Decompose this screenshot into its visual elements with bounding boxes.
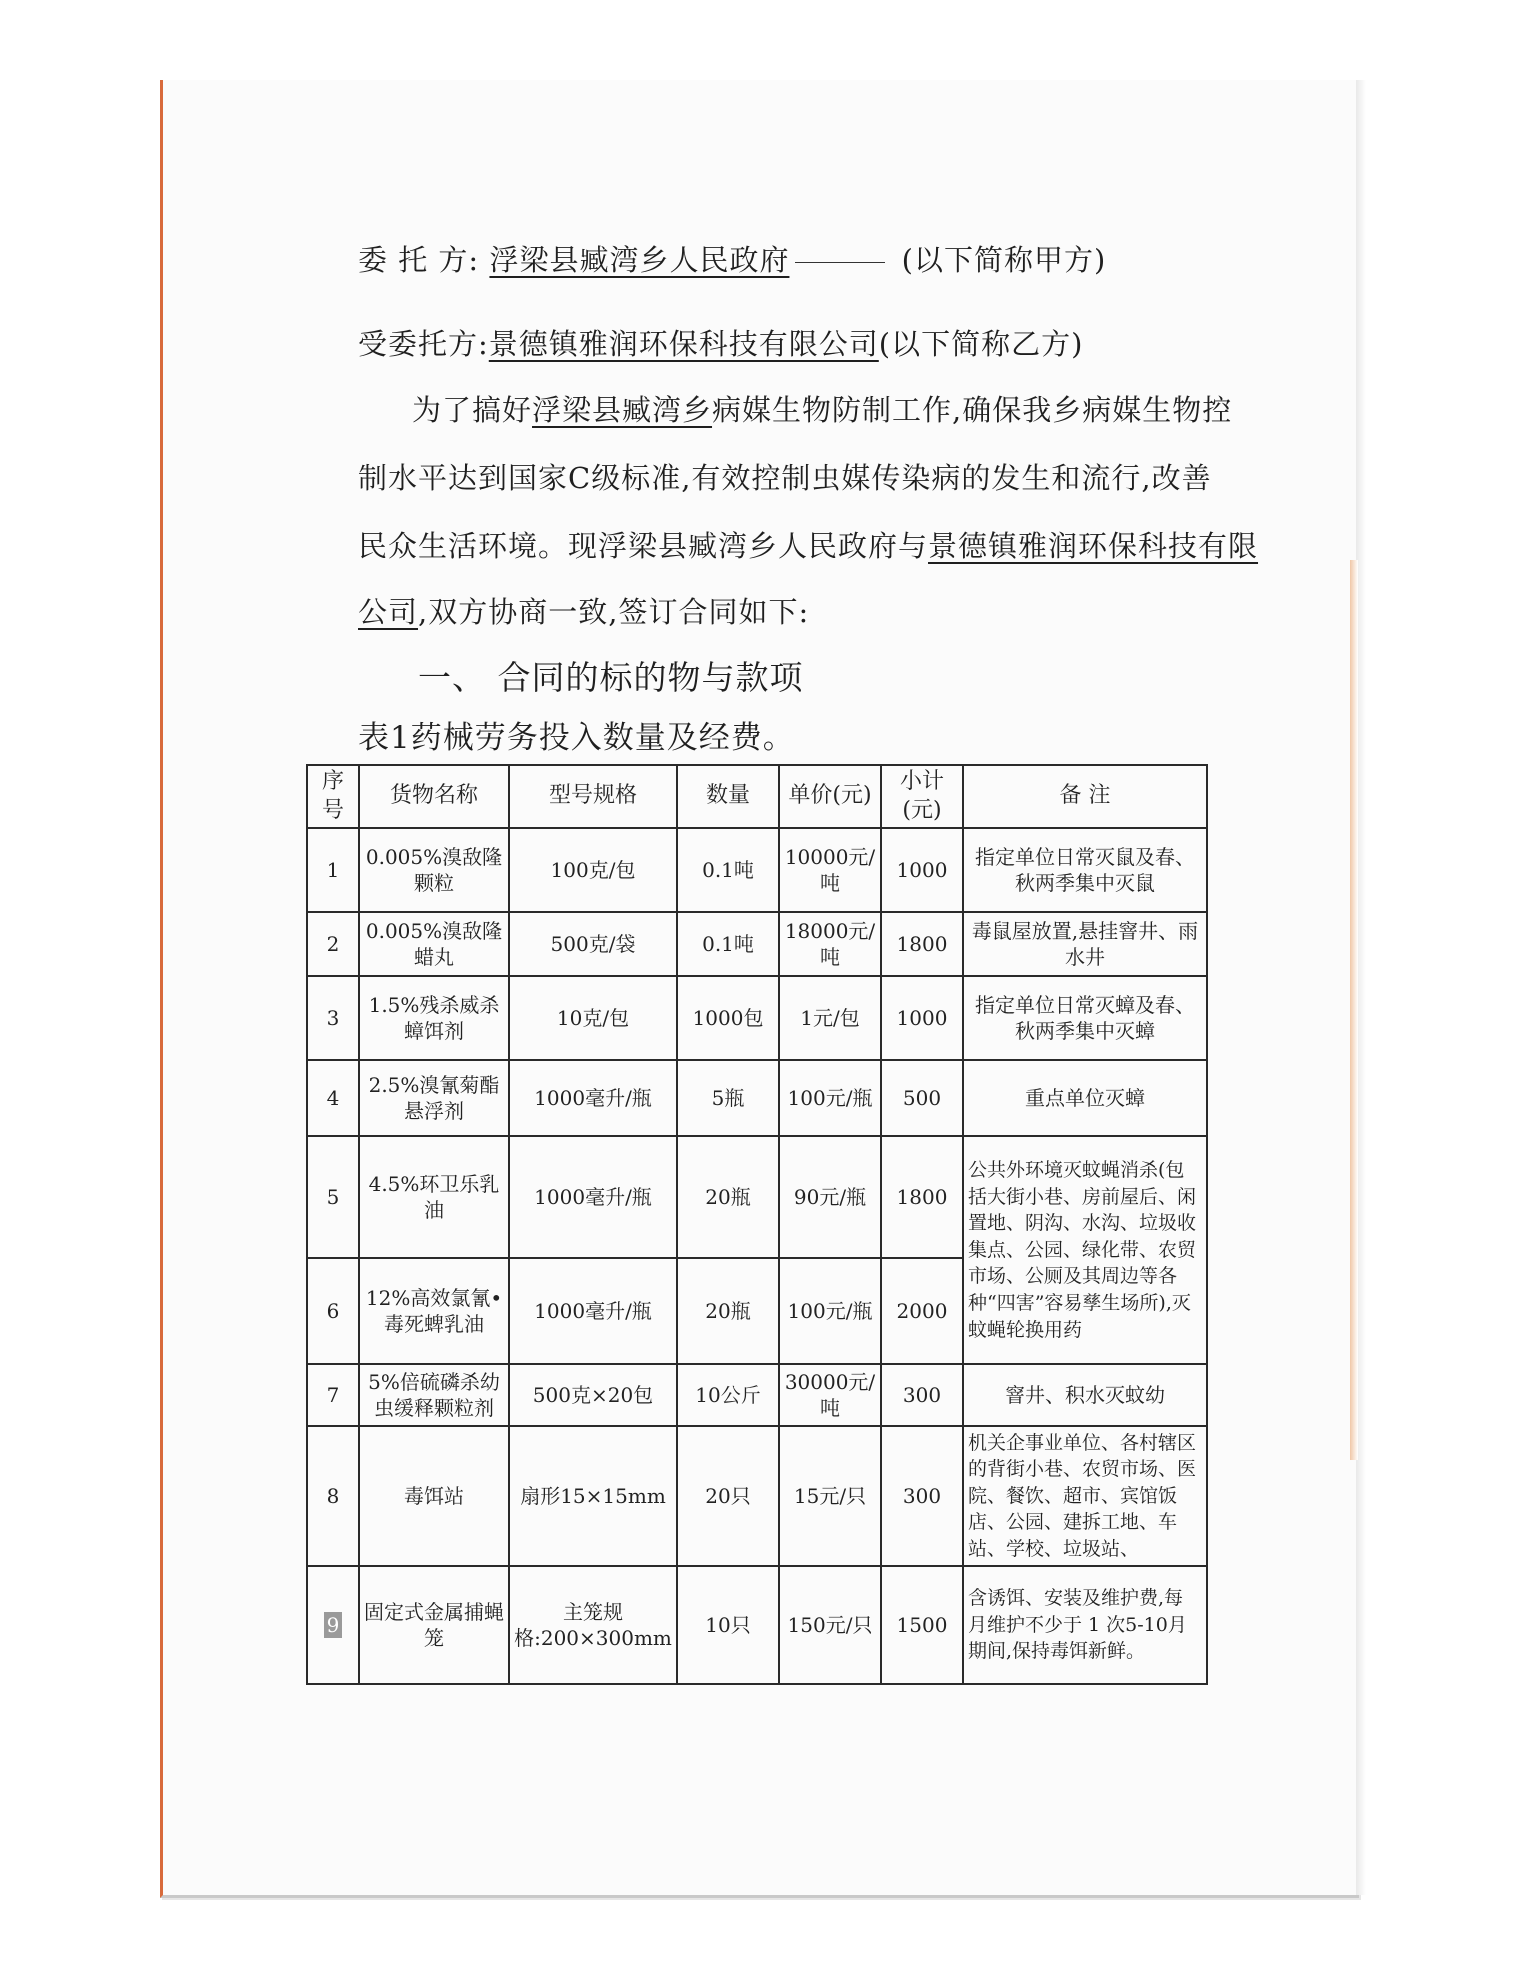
- intro-underlined: 公司: [358, 595, 419, 629]
- cell-qty: 20瓶: [677, 1136, 779, 1258]
- table-row: [307, 1364, 1207, 1426]
- cell-spec: 1000毫升/瓶: [509, 1258, 677, 1364]
- cell-seq: 3: [307, 976, 359, 1060]
- cell-note: 含诱饵、安装及维护费,每月维护不少于 1 次5-10月期间,保持毒饵新鲜。: [963, 1566, 1207, 1684]
- header-note: 备 注: [963, 765, 1207, 828]
- cell-price: 1元/包: [779, 976, 881, 1060]
- cell-price: 10000元/吨: [779, 828, 881, 912]
- cell-qty: 10只: [677, 1566, 779, 1684]
- intro-underlined: 景德镇雅润环保科技有限: [928, 529, 1259, 563]
- cell-spec: 1000毫升/瓶: [509, 1060, 677, 1136]
- cell-seq: [307, 1566, 359, 1684]
- cell-spec: 1000毫升/瓶: [509, 1136, 677, 1258]
- client-blank: [795, 261, 885, 263]
- table-header-row: [307, 765, 1207, 828]
- cell-note: 毒鼠屋放置,悬挂窨井、雨水井: [963, 912, 1207, 976]
- intro-text: ,双方协商一致,签订合同如下:: [418, 595, 810, 629]
- cell-spec: 扇形15×15mm: [509, 1426, 677, 1566]
- cell-price: 30000元/吨: [779, 1364, 881, 1426]
- cell-spec: 10克/包: [509, 976, 677, 1060]
- header-subtotal: 小计(元): [881, 765, 963, 828]
- cell-subtotal: 1800: [881, 912, 963, 976]
- cell-note: 指定单位日常灭鼠及春、秋两季集中灭鼠: [963, 828, 1207, 912]
- cell-price: 15元/只: [779, 1426, 881, 1566]
- cell-price: 100元/瓶: [779, 1258, 881, 1364]
- header-spec: 型号规格: [509, 765, 677, 828]
- cell-name: 1.5%残杀威杀蟑饵剂: [359, 976, 509, 1060]
- table-caption: 表1药械劳务投入数量及经费。: [358, 720, 795, 756]
- cell-subtotal: 1800: [881, 1136, 963, 1258]
- cell-subtotal: 1000: [881, 828, 963, 912]
- intro-text: 病媒生物防制工作,确保我乡病媒生物控: [712, 393, 1233, 427]
- cell-name: 12%高效氯氰•毒死蜱乳油: [359, 1258, 509, 1364]
- table-row: [307, 912, 1207, 976]
- cell-subtotal: 300: [881, 1426, 963, 1566]
- client-name: 浮梁县臧湾乡人民政府: [489, 243, 790, 277]
- cell-subtotal: 300: [881, 1364, 963, 1426]
- table-row: [307, 1566, 1207, 1684]
- cell-price: 150元/只: [779, 1566, 881, 1684]
- cell-qty: 5瓶: [677, 1060, 779, 1136]
- cell-name: 4.5%环卫乐乳油: [359, 1136, 509, 1258]
- cell-seq: 6: [307, 1258, 359, 1364]
- section-heading: 一、 合同的标的物与款项: [418, 658, 804, 697]
- table-row: [307, 828, 1207, 912]
- table-row: [307, 976, 1207, 1060]
- header-qty: 数量: [677, 765, 779, 828]
- client-label: 委 托 方:: [358, 243, 480, 277]
- cell-spec: 100克/包: [509, 828, 677, 912]
- intro-underlined: 浮梁县臧湾乡: [532, 393, 713, 427]
- cell-price: 18000元/吨: [779, 912, 881, 976]
- intro-line-2: [358, 456, 1212, 497]
- cell-name: 5%倍硫磷杀幼虫缓释颗粒剂: [359, 1364, 509, 1426]
- cell-note: 重点单位灭蟑: [963, 1060, 1207, 1136]
- seq-highlight: 9: [324, 1612, 343, 1638]
- header-name: 货物名称: [359, 765, 509, 828]
- table-row: [307, 1136, 1207, 1258]
- intro-text: 制水平达到国家C级标准,有效控制虫媒传染病的发生和流行,改善: [358, 461, 1212, 495]
- cell-seq: 4: [307, 1060, 359, 1136]
- cell-qty: 20只: [677, 1426, 779, 1566]
- cell-spec: 主笼规格:200×300mm: [509, 1566, 677, 1684]
- cell-subtotal: 1500: [881, 1566, 963, 1684]
- cell-qty: 1000包: [677, 976, 779, 1060]
- cell-name: 0.005%溴敌隆颗粒: [359, 828, 509, 912]
- contractor-name: 景德镇雅润环保科技有限公司: [488, 327, 879, 361]
- cell-price: 100元/瓶: [779, 1060, 881, 1136]
- cell-qty: 20瓶: [677, 1258, 779, 1364]
- cell-name: 0.005%溴敌隆蜡丸: [359, 912, 509, 976]
- cell-name: 2.5%溴氰菊酯悬浮剂: [359, 1060, 509, 1136]
- table-row: [307, 1426, 1207, 1566]
- cell-name: 固定式金属捕蝇笼: [359, 1566, 509, 1684]
- cell-qty: 0.1吨: [677, 912, 779, 976]
- intro-text: 为了搞好: [412, 393, 533, 427]
- intro-text: 民众生活环境。现浮梁县臧湾乡人民政府与: [358, 529, 929, 563]
- cell-subtotal: 1000: [881, 976, 963, 1060]
- contractor-note: (以下简称乙方): [878, 327, 1084, 361]
- cell-subtotal: 500: [881, 1060, 963, 1136]
- cell-spec: 500克×20包: [509, 1364, 677, 1426]
- cell-seq: 5: [307, 1136, 359, 1258]
- goods-table: [306, 764, 1208, 1685]
- intro-line-4: [358, 590, 809, 631]
- cell-price: 90元/瓶: [779, 1136, 881, 1258]
- intro-line-1: [412, 388, 1232, 429]
- cell-note-merged: 公共外环境灭蚊蝇消杀(包括大街小巷、房前屋后、闲置地、阴沟、水沟、垃圾收集点、公园、绿化带、农贸市场、公厕及其周边等各种“四害”容易孳生场所),灭蚊蝇轮换用药: [963, 1136, 1207, 1364]
- client-note: (以下简称甲方): [901, 243, 1107, 277]
- cell-seq: 8: [307, 1426, 359, 1566]
- cell-qty: 0.1吨: [677, 828, 779, 912]
- table-row: [307, 1060, 1207, 1136]
- header-price: 单价(元): [779, 765, 881, 828]
- cell-seq: 7: [307, 1364, 359, 1426]
- cell-qty: 10公斤: [677, 1364, 779, 1426]
- cell-note: 指定单位日常灭蟑及春、秋两季集中灭蟑: [963, 976, 1207, 1060]
- cell-note: 窨井、积水灭蚊幼: [963, 1364, 1207, 1426]
- header-seq: 序号: [307, 765, 359, 828]
- cell-spec: 500克/袋: [509, 912, 677, 976]
- cell-subtotal: 2000: [881, 1258, 963, 1364]
- contractor-line: [358, 322, 1083, 363]
- intro-line-3: [358, 524, 1258, 565]
- paper-shadow: [1350, 560, 1358, 1460]
- cell-seq: 2: [307, 912, 359, 976]
- cell-name: 毒饵站: [359, 1426, 509, 1566]
- contractor-label: 受委托方:: [358, 327, 489, 361]
- client-line: [358, 238, 1106, 279]
- cell-note: 机关企事业单位、各村辖区的背街小巷、农贸市场、医院、餐饮、超市、宾馆饭店、公园、建拆工地、车站、学校、垃圾站、: [963, 1426, 1207, 1566]
- cell-seq: 1: [307, 828, 359, 912]
